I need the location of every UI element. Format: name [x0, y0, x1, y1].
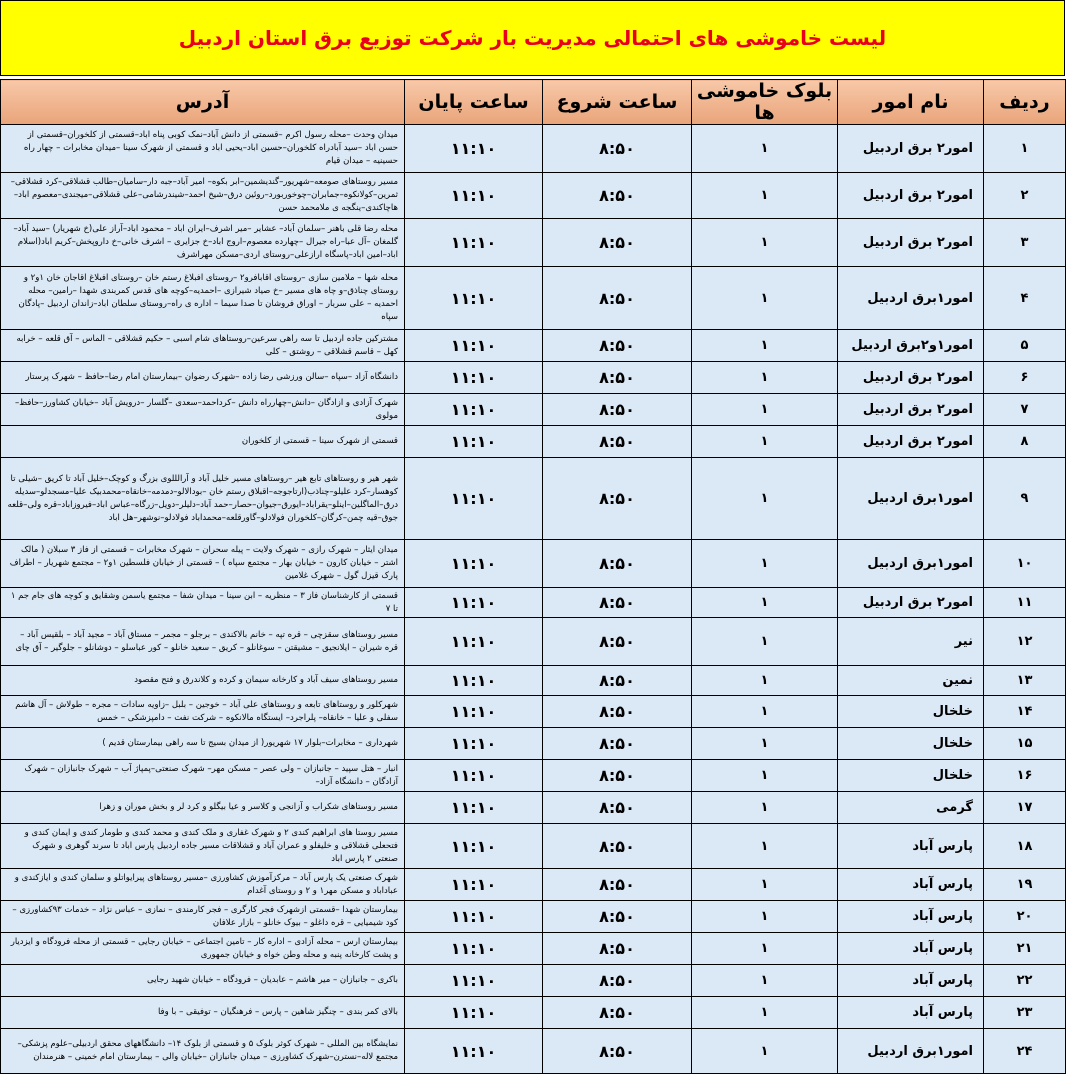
- end-time-cell: ۱۱:۱۰: [405, 728, 543, 760]
- area-cell: امور۲ برق اردبیل: [838, 426, 984, 458]
- row-number-cell: ۱۷: [984, 792, 1066, 824]
- title-bar: [0, 0, 1065, 76]
- end-time-cell: ۱۱:۱۰: [405, 173, 543, 219]
- block-cell: ۱: [692, 219, 838, 267]
- header-block: بلوک خاموشی ها: [692, 80, 838, 125]
- page-title: لیست خاموشی های احتمالی مدیریت بار شرکت توزیع برق استان اردبیل: [178, 26, 887, 50]
- block-cell: ۱: [692, 330, 838, 362]
- address-cell: محله شها – ملامین سازی –روستای اقابافرو۲ –روستای افبلاغ رستم خان –روستای افبلاغ اقاجان خان ۱و۲ و روستای چناذق–و چاه های مسیر –خ صیاد شیرازی –احمدیه–کوچه های قدس کمربندی شهدا –رامین– محله احمدیه – علی سربار – اوراق فروشان تا صدا سیما – اداره ی راه–روستای سلطان اباد–زاندان اردبیل –پادگان سپاه: [1, 267, 405, 330]
- start-time-cell: ۸:۵۰: [543, 869, 692, 901]
- area-cell: امور۲ برق اردبیل: [838, 125, 984, 173]
- block-cell: ۱: [692, 173, 838, 219]
- block-cell: ۱: [692, 426, 838, 458]
- area-cell: امور۲ برق اردبیل: [838, 219, 984, 267]
- address-cell: دانشگاه آزاد –سپاه –سالن ورزشی رضا زاده –شهرک رضوان –بیمارستان امام رضا–حافظ – شهرک پرستار: [1, 362, 405, 394]
- start-time-cell: ۸:۵۰: [543, 125, 692, 173]
- table-row: [1, 330, 1066, 362]
- block-cell: ۱: [692, 618, 838, 666]
- address-cell: شهرک آزادی و ازادگان –دانش–چهارراه دانش –کرداحمد–سعدی –گلسار –درویش آباد –خیابان کشاورز–حافظ– مولوی: [1, 394, 405, 426]
- area-cell: خلخال: [838, 696, 984, 728]
- row-number-cell: ۵: [984, 330, 1066, 362]
- start-time-cell: ۸:۵۰: [543, 426, 692, 458]
- table-row: [1, 824, 1066, 869]
- start-time-cell: ۸:۵۰: [543, 219, 692, 267]
- block-cell: ۱: [692, 760, 838, 792]
- end-time-cell: ۱۱:۱۰: [405, 901, 543, 933]
- address-cell: میدان وحدت –محله رسول اکرم –قسمتی از دانش آباد–نمک کوبی پناه اباد–قسمتی از کلخوران–قسمتی از حسن اباد –سید آبادراه کلخوران–حسین اباد–یحیی اباد و قسمتی از شهرک سینا –میدان مخابرات – چهار راه حسینیه – میدان قیام: [1, 125, 405, 173]
- address-cell: بیمارستان ارس – محله آزادی – اداره کار – تامین اجتماعی – خیابان رجایی – قسمتی از محله فرودگاه و ایزدیار و پشت کارخانه پنبه و محله وطن خواه و خیابان جمهوری: [1, 933, 405, 965]
- end-time-cell: ۱۱:۱۰: [405, 997, 543, 1029]
- header-row-number: ردیف: [984, 80, 1066, 125]
- address-cell: مسیر روستاهای سقزچی – قره تپه – خانم بالاکندی – برجلو – مجمر – مستاق آباد – مجید آباد – بلقیس آباد – قره شیران – ایلانجیق – مشیقتن – سوغانلو – کریق – سعید خانلو – کور عباسلو – دوشانلو – جلوگیر – آق چای: [1, 618, 405, 666]
- row-number-cell: ۲: [984, 173, 1066, 219]
- block-cell: ۱: [692, 362, 838, 394]
- block-cell: ۱: [692, 965, 838, 997]
- start-time-cell: ۸:۵۰: [543, 588, 692, 618]
- block-cell: ۱: [692, 792, 838, 824]
- start-time-cell: ۸:۵۰: [543, 173, 692, 219]
- area-cell: نمین: [838, 666, 984, 696]
- address-cell: مشترکین جاده اردبیل تا سه راهی سرعین–روستاهای شام اسبی – حکیم قشلاقی – الماس – آق قلعه – خرابه کهل – قاسم قشلاقی – روشتق – کلی: [1, 330, 405, 362]
- address-cell: بیمارستان شهدا –قسمتی ازشهرک فجر کارگری – فجر کارمندی – نمازی – عباس نژاد – خدمات ۹۳کشاورزی – کود شیمیایی – قره داغلو – بیوک خانلو – بازار علافان: [1, 901, 405, 933]
- row-number-cell: ۱۵: [984, 728, 1066, 760]
- start-time-cell: ۸:۵۰: [543, 267, 692, 330]
- row-number-cell: ۲۱: [984, 933, 1066, 965]
- address-cell: مسیر روستاهای سیف آباد و کارخانه سیمان و کرده و کلاندرق و فتح مقصود: [1, 666, 405, 696]
- header-area: نام امور: [838, 80, 984, 125]
- header-start-time: ساعت شروع: [543, 80, 692, 125]
- start-time-cell: ۸:۵۰: [543, 1029, 692, 1074]
- row-number-cell: ۶: [984, 362, 1066, 394]
- header-address: آدرس: [1, 80, 405, 125]
- row-number-cell: ۱: [984, 125, 1066, 173]
- block-cell: ۱: [692, 666, 838, 696]
- block-cell: ۱: [692, 901, 838, 933]
- end-time-cell: ۱۱:۱۰: [405, 792, 543, 824]
- end-time-cell: ۱۱:۱۰: [405, 362, 543, 394]
- address-cell: قسمتی از کارشناسان فاز ۳ – منظریه – ابن سینا – میدان شفا – مجتمع یاسمن وشقایق و کوچه های جام جم ۱ تا ۷: [1, 588, 405, 618]
- block-cell: ۱: [692, 267, 838, 330]
- row-number-cell: ۱۱: [984, 588, 1066, 618]
- area-cell: پارس آباد: [838, 933, 984, 965]
- table-row: [1, 173, 1066, 219]
- block-cell: ۱: [692, 1029, 838, 1074]
- start-time-cell: ۸:۵۰: [543, 824, 692, 869]
- row-number-cell: ۲۰: [984, 901, 1066, 933]
- block-cell: ۱: [692, 696, 838, 728]
- area-cell: امور۲ برق اردبیل: [838, 394, 984, 426]
- row-number-cell: ۲۲: [984, 965, 1066, 997]
- outage-table: [0, 79, 1066, 1074]
- table-row: [1, 588, 1066, 618]
- row-number-cell: ۳: [984, 219, 1066, 267]
- end-time-cell: ۱۱:۱۰: [405, 219, 543, 267]
- table-row: [1, 933, 1066, 965]
- header-row: [1, 80, 1066, 125]
- row-number-cell: ۹: [984, 458, 1066, 540]
- start-time-cell: ۸:۵۰: [543, 997, 692, 1029]
- address-cell: محله رضا قلی باهنر –سلمان آباد– عشایر –میر اشرف–ایران اباد – محمود اباد–آراز علی(خ شهریار) –سید آباد–گلمغان –آل عبا–راه جیرال –چهارده معصوم–اروج اباد–خ جزایری – اشرف خانی–خ داروپخش–کریم اباد(اسلام اباد–امین اباد–پاسگاه ارازعلی–روستای اردی–مسکن مهراشرف: [1, 219, 405, 267]
- table-row: [1, 125, 1066, 173]
- table-row: [1, 965, 1066, 997]
- table-row: [1, 362, 1066, 394]
- end-time-cell: ۱۱:۱۰: [405, 394, 543, 426]
- address-cell: میدان ایثار – شهرک رازی – شهرک ولایت – پیله سحران – شهرک مخابرات – قسمتی از فاز ۳ سبلان ( مالک اشتر – خیابان کارون – خیابان بهار – مجتمع سپاه ) – قسمتی از خیابان فلسطین ۱و۲ – مجتمع شهریار – اطراف پارک قیزل گول – شهرک غلامین: [1, 540, 405, 588]
- end-time-cell: ۱۱:۱۰: [405, 618, 543, 666]
- table-row: [1, 696, 1066, 728]
- end-time-cell: ۱۱:۱۰: [405, 933, 543, 965]
- area-cell: امور۱و۲برق اردبیل: [838, 330, 984, 362]
- area-cell: امور۲ برق اردبیل: [838, 588, 984, 618]
- end-time-cell: ۱۱:۱۰: [405, 588, 543, 618]
- end-time-cell: ۱۱:۱۰: [405, 1029, 543, 1074]
- address-cell: بالای کمر بندی – چنگیز شاهین – پارس – فرهنگیان – توفیقی – با وفا: [1, 997, 405, 1029]
- row-number-cell: ۱۲: [984, 618, 1066, 666]
- start-time-cell: ۸:۵۰: [543, 901, 692, 933]
- area-cell: امور۱برق اردبیل: [838, 540, 984, 588]
- row-number-cell: ۲۳: [984, 997, 1066, 1029]
- address-cell: قسمتی از شهرک سینا – قسمتی از کلخوران: [1, 426, 405, 458]
- table-row: [1, 394, 1066, 426]
- header-end-time: ساعت پایان: [405, 80, 543, 125]
- start-time-cell: ۸:۵۰: [543, 394, 692, 426]
- start-time-cell: ۸:۵۰: [543, 458, 692, 540]
- end-time-cell: ۱۱:۱۰: [405, 760, 543, 792]
- area-cell: پارس آباد: [838, 997, 984, 1029]
- start-time-cell: ۸:۵۰: [543, 696, 692, 728]
- row-number-cell: ۷: [984, 394, 1066, 426]
- start-time-cell: ۸:۵۰: [543, 362, 692, 394]
- end-time-cell: ۱۱:۱۰: [405, 666, 543, 696]
- area-cell: امور۲ برق اردبیل: [838, 362, 984, 394]
- table-row: [1, 901, 1066, 933]
- end-time-cell: ۱۱:۱۰: [405, 869, 543, 901]
- address-cell: انبار – هتل سپید – جانبازان – ولی عصر – مسکن مهر– شهرک صنعتی–پمپاژ آب – شهرک جانبازان – شهرک آزادگان – دانشگاه آزاد–: [1, 760, 405, 792]
- start-time-cell: ۸:۵۰: [543, 330, 692, 362]
- row-number-cell: ۱۹: [984, 869, 1066, 901]
- row-number-cell: ۱۳: [984, 666, 1066, 696]
- area-cell: گرمی: [838, 792, 984, 824]
- area-cell: امور۲ برق اردبیل: [838, 173, 984, 219]
- end-time-cell: ۱۱:۱۰: [405, 965, 543, 997]
- table-row: [1, 458, 1066, 540]
- row-number-cell: ۱۴: [984, 696, 1066, 728]
- table-row: [1, 792, 1066, 824]
- row-number-cell: ۲۴: [984, 1029, 1066, 1074]
- table-row: [1, 997, 1066, 1029]
- table-row: [1, 618, 1066, 666]
- address-cell: مسیر روستاهای شکراب و آزانجی و کلاسر و عیا بیگلو و کرد لر و بخش موران و زهرا: [1, 792, 405, 824]
- block-cell: ۱: [692, 933, 838, 965]
- block-cell: ۱: [692, 458, 838, 540]
- end-time-cell: ۱۱:۱۰: [405, 458, 543, 540]
- table-row: [1, 540, 1066, 588]
- end-time-cell: ۱۱:۱۰: [405, 267, 543, 330]
- table-row: [1, 267, 1066, 330]
- address-cell: مسیر روستا های ابراهیم کندی ۲ و شهرک غفاری و ملک کندی و محمد کندی و طومار کندی و ایمان کندی و فتحعلی قشلاقی و خلیفلو و عمران آباد و قشلاقات مسیر جاده اردبیل پارس اباد تا سرند گوهری و شهرک صنعتی ۲ پارس اباد: [1, 824, 405, 869]
- area-cell: امور۱برق اردبیل: [838, 458, 984, 540]
- start-time-cell: ۸:۵۰: [543, 760, 692, 792]
- address-cell: شهرداری – مخابرات–بلوار ۱۷ شهریور( از میدان بسیج تا سه راهی بیمارستان قدیم ): [1, 728, 405, 760]
- start-time-cell: ۸:۵۰: [543, 965, 692, 997]
- row-number-cell: ۱۸: [984, 824, 1066, 869]
- address-cell: باکری – جانبازان – میر هاشم – عابدیان – فرودگاه – خیابان شهید رجایی: [1, 965, 405, 997]
- row-number-cell: ۴: [984, 267, 1066, 330]
- address-cell: شهر هیر و روستاهای تابع هیر –روستاهای مسیر خلیل آباد و آرالللوی بزرگ و کوچک–خلیل آباد تا کریق –شیلی تا کوهسار–کرد علیلو–چناذب(ارتاجوجه–اقبلاق رستم خان –بودالالو–دمدمه–خانقاه–محمدبیک علیا–مسجدلو–سدیله درق–الماگلین–اینلو–یقراباد–ایورق–جیوان–حصار–حمد آباد–دلیلر–دویل–زرگاه–عباس اباد–فیروزاباد–قره ولی–قلعه جوق–قیه چمن–کرگان–کلخوران فولادلو–گاورقلعه–محمداباد فولادلو–نوشهر–هل اباد: [1, 458, 405, 540]
- start-time-cell: ۸:۵۰: [543, 792, 692, 824]
- area-cell: پارس آباد: [838, 824, 984, 869]
- area-cell: خلخال: [838, 728, 984, 760]
- address-cell: شهرکلور و روستاهای تابعه و روستاهای علی آباد – خوجین – بلبل –زاویه سادات – مجره – طولاش – آل هاشم سفلی و علیا – خانقاه– پلراجرد– ایستگاه مالانکوه – شرکت نفت – دامپزشکی – خمس: [1, 696, 405, 728]
- block-cell: ۱: [692, 997, 838, 1029]
- area-cell: نیر: [838, 618, 984, 666]
- end-time-cell: ۱۱:۱۰: [405, 330, 543, 362]
- start-time-cell: ۸:۵۰: [543, 728, 692, 760]
- end-time-cell: ۱۱:۱۰: [405, 125, 543, 173]
- end-time-cell: ۱۱:۱۰: [405, 824, 543, 869]
- table-row: [1, 426, 1066, 458]
- block-cell: ۱: [692, 540, 838, 588]
- start-time-cell: ۸:۵۰: [543, 933, 692, 965]
- area-cell: امور۱برق اردبیل: [838, 1029, 984, 1074]
- block-cell: ۱: [692, 394, 838, 426]
- table-row: [1, 666, 1066, 696]
- row-number-cell: ۱۶: [984, 760, 1066, 792]
- address-cell: مسیر روستاهای صومعه–شهریور–گندیشمین–ابر بکوه– امیر آباد–جبه دار–سامیان–طالب قشلاقی–کرد قشلاقی–ثمرین–کولانکوه–جمابران–چوخوربورد–روئین درق–شیخ احمد–شیندرشامی–علی قشلاقی–میجندی–معصوم اباد–هاچاکندی–ینگجه ی ملامحمد حسن: [1, 173, 405, 219]
- start-time-cell: ۸:۵۰: [543, 618, 692, 666]
- row-number-cell: ۸: [984, 426, 1066, 458]
- block-cell: ۱: [692, 869, 838, 901]
- area-cell: پارس آباد: [838, 965, 984, 997]
- address-cell: شهرک صنعتی یک پارس آباد – مرکزآموزش کشاورزی –مسیر روستاهای پیرایواتلو و سلمان کندی و ایازکندی و عباداباد و مسکن مهر۱ و ۲ و روستای آغدام: [1, 869, 405, 901]
- end-time-cell: ۱۱:۱۰: [405, 426, 543, 458]
- table-row: [1, 728, 1066, 760]
- block-cell: ۱: [692, 588, 838, 618]
- start-time-cell: ۸:۵۰: [543, 666, 692, 696]
- block-cell: ۱: [692, 125, 838, 173]
- table-row: [1, 219, 1066, 267]
- table-row: [1, 760, 1066, 792]
- table-row: [1, 869, 1066, 901]
- table-row: [1, 1029, 1066, 1074]
- start-time-cell: ۸:۵۰: [543, 540, 692, 588]
- area-cell: امور۱برق اردبیل: [838, 267, 984, 330]
- end-time-cell: ۱۱:۱۰: [405, 696, 543, 728]
- end-time-cell: ۱۱:۱۰: [405, 540, 543, 588]
- area-cell: پارس آباد: [838, 901, 984, 933]
- area-cell: پارس آباد: [838, 869, 984, 901]
- address-cell: نمایشگاه بین المللی – شهرک کوثر بلوک ۵ و قسمتی از بلوک ۱۴– دانشگاههای محقق اردبیلی–علوم پزشکی–مجتمع لاله–نسترن–شهرک کشاورزی – میدان جانبازان –خیابان والی – بیمارستان امام خمینی – هنرمندان: [1, 1029, 405, 1074]
- area-cell: خلخال: [838, 760, 984, 792]
- row-number-cell: ۱۰: [984, 540, 1066, 588]
- block-cell: ۱: [692, 728, 838, 760]
- block-cell: ۱: [692, 824, 838, 869]
